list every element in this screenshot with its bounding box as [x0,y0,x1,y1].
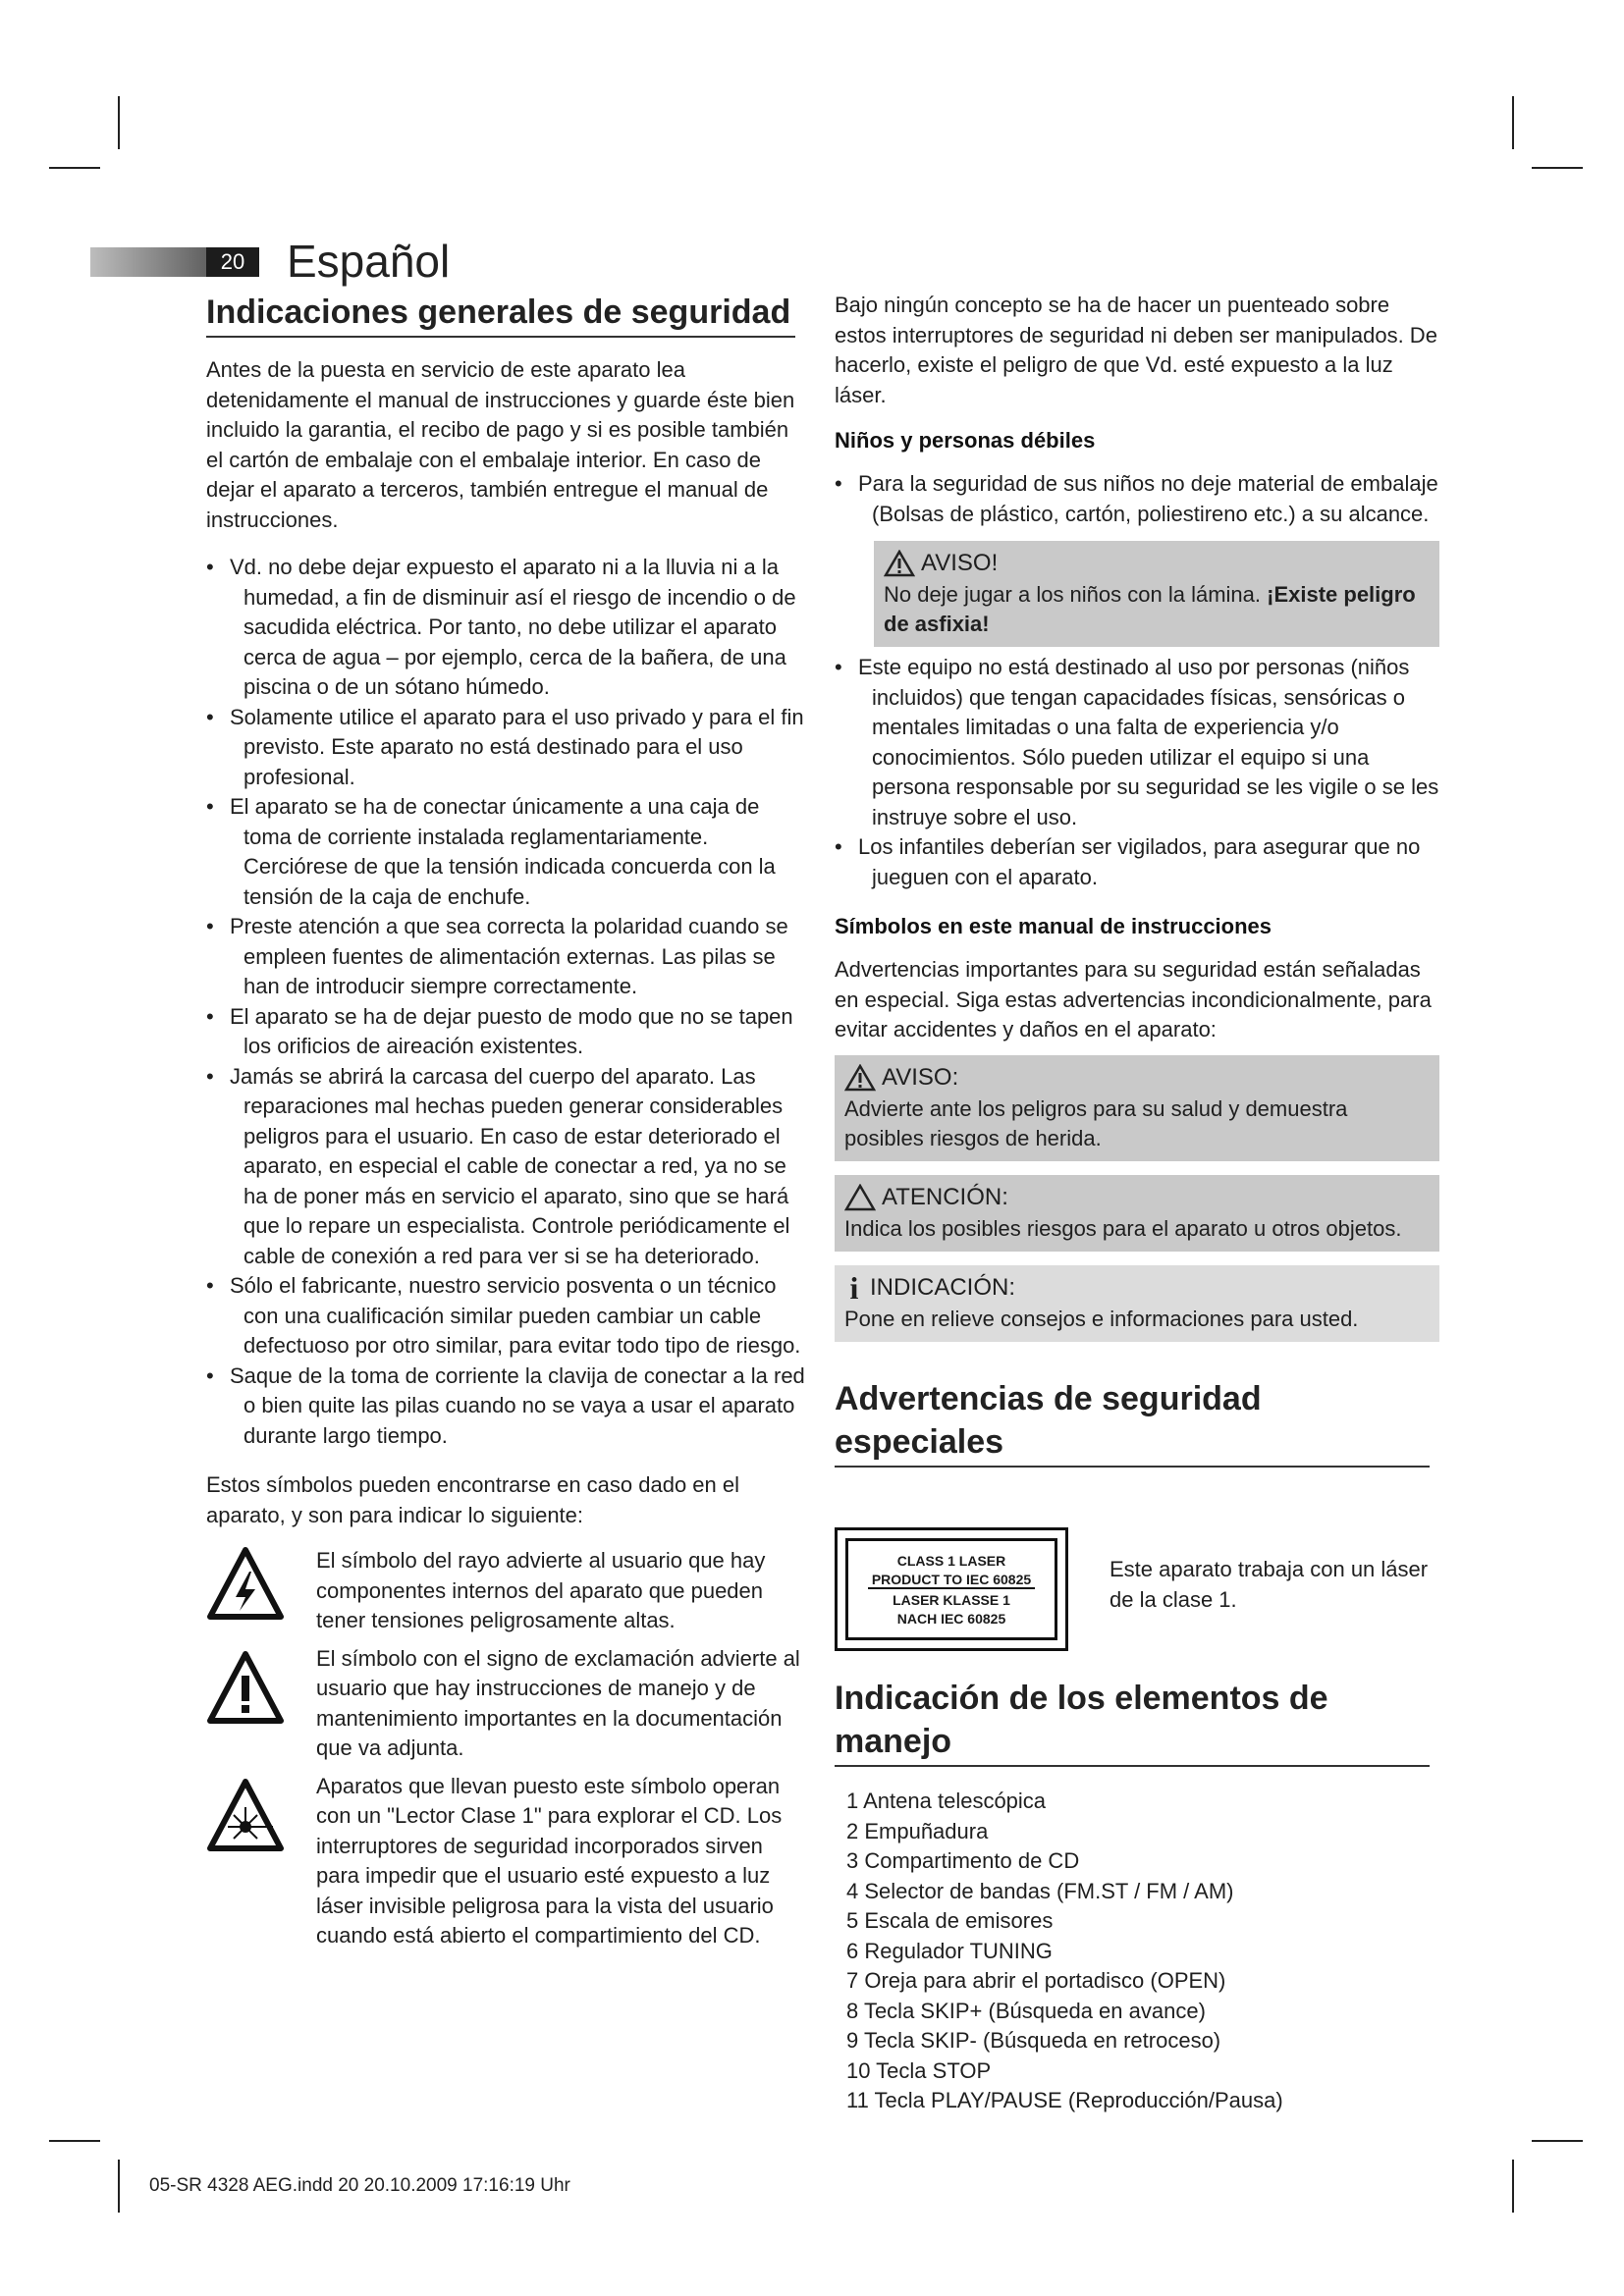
section-title-special-safety: Advertencias de seguridad especiales [835,1377,1430,1468]
notice-title: ATENCIÓN: [882,1183,1008,1210]
list-item: • El aparato se ha de dejar puesto de modo que no se tapen los orificios de aireación existentes. [206,1002,811,1062]
notice-body-emphasis: ¡Existe peligro de asfixia! [884,582,1416,636]
list-item: 7 Oreja para abrir el portadisco (OPEN) [846,1968,1226,1993]
print-footer: 05-SR 4328 AEG.indd 20 20.10.2009 17:16:19 Uhr [149,2175,570,2196]
children-title: Niños y personas débiles [835,428,1096,453]
notice-body: Indica los posibles riesgos para el aparato u otros objetos. [844,1215,1402,1241]
crop-mark [1512,2160,1514,2213]
symbols-manual-title: Símbolos en este manual de instrucciones [835,914,1272,938]
list-item: 11 Tecla PLAY/PAUSE (Reproducción/Pausa) [846,2088,1283,2112]
section-title-controls: Indicación de los elementos de manejo [835,1677,1430,1767]
warning-triangle-icon [844,1064,876,1092]
list-item: 8 Tecla SKIP+ (Búsqueda en avance) [846,1998,1206,2023]
crop-mark [1532,167,1583,169]
list-item: • Saque de la toma de corriente la clavija de conectar a la red o bien quite las pilas cuando no se vaya a usar el aparato durante largo tiempo. [206,1362,811,1452]
symbol-text: Aparatos que llevan puesto este símbolo operan con un "Lector Clase 1" para explorar el CD. Los interruptores de seguridad incorporados sirven para impedir que el usuario esté expuesto a luz láser invisible peligrosa para la vista del usuario cuando está abierto el compartimiento del CD. [316,1773,783,1948]
list-item: • Los infantiles deberían ser vigilados, para asegurar que no jueguen con el aparato. [835,832,1443,892]
intro-paragraph: Antes de la puesta en servicio de este aparato lea detenidamente el manual de instrucciones y guarde éste bien incluido la garantia, el recibo de pago y si es posible también el cartón de embalaje con el embalaje interior. En caso de dejar el aparato a terceros, también entregue el manual de instrucciones. [206,357,795,532]
controls-list [835,1787,1443,2116]
crop-mark [49,167,100,169]
page-title: Español [287,236,451,287]
notice-aviso [835,1055,1439,1161]
list-item: 3 Compartimento de CD [846,1848,1080,1873]
right-column [835,291,1443,1468]
warning-triangle-icon [884,550,915,577]
crop-mark [118,96,120,149]
symbols-manual-paragraph: Advertencias importantes para su seguridad están señaladas en especial. Siga estas advertencias incondicionalmente, para evitar accidentes y daños en el aparato: [835,957,1432,1041]
symbols-intro: Estos símbolos pueden encontrarse en caso dado en el aparato, y son para indicar lo siguiente: [206,1472,740,1527]
controls-section [835,1677,1443,2116]
list-item: • Este equipo no está destinado al uso por personas (niños incluidos) que tengan capacidades físicas, sensóricas o mentales limitadas o una falta de experiencia y/o conocimientos. Sólo pueden utilizar el equipo si una persona responsable por su seguridad se les vigile o se les instruye sobre el uso. [835,653,1443,832]
notice-title: INDICACIÓN: [870,1273,1016,1301]
symbol-row-exclamation [206,1644,811,1764]
notice-atencion [835,1175,1439,1252]
symbol-row-laser [206,1772,811,1951]
list-item: 9 Tecla SKIP- (Búsqueda en retroceso) [846,2028,1221,2053]
notice-body: Advierte ante los peligros para su salud y demuestra posibles riesgos de herida. [844,1095,1348,1150]
laser-label-line: NACH IEC 60825 [896,1610,1006,1627]
list-item: • Jamás se abrirá la carcasa del cuerpo del aparato. Las reparaciones mal hechas pueden generar considerables peligros para el usuario. En caso de estar deteriorado el aparato, en especial el cable de conectar a red, ya no se ha de poner más en servicio el aparato, sino que se hará que lo repare un especialista. Controle periódicamente el cable de conexión a red para ver si se ha deteriorado. [206,1062,811,1272]
warning-notice-children [874,541,1439,647]
notice-body: No deje jugar a los niños con la lámina. [884,582,1268,607]
list-item: • El aparato se ha de conectar únicamente a una caja de toma de corriente instalada reglamentariamente. Cerciórese de que la tensión indicada concuerda con la tensión de la caja de enchufe. [206,792,811,912]
notice-indicacion [835,1265,1439,1342]
list-item: 10 Tecla STOP [846,2057,992,2083]
section-title-general-safety: Indicaciones generales de seguridad [206,291,795,338]
left-column [206,291,811,1951]
list-item: • Sólo el fabricante, nuestro servicio posventa o un técnico con una cualificación similar pueden cambiar un cable defectuoso por otro similar, para evitar todo tipo de riesgo. [206,1271,811,1362]
caution-triangle-icon [844,1184,876,1211]
laser-label-line: LASER KLASSE 1 [893,1591,1010,1608]
notice-title: AVISO: [882,1063,959,1091]
page-number: 20 [206,247,259,277]
list-item: • Preste atención a que sea correcta la polaridad cuando se empleen fuentes de alimentación externas. Las pilas se han de introducir siempre correctamente. [206,912,811,1002]
symbol-text: El símbolo con el signo de exclamación advierte al usuario que hay instrucciones de manejo y de mantenimiento importantes en la documentación que va adjunta. [316,1645,800,1760]
laser-class-label [835,1527,1068,1651]
safety-bullet-list [206,553,811,1451]
list-item: • Para la seguridad de sus niños no deje material de embalaje (Bolsas de plástico, cartón, poliestireno etc.) a su alcance. [835,469,1443,529]
list-item: 5 Escala de emisores [846,1908,1054,1933]
exclamation-warning-icon [206,1644,285,1734]
crop-mark [49,2140,100,2142]
crop-mark [1532,2140,1583,2142]
list-item: 6 Regulador TUNING [846,1938,1053,1963]
notice-body: Pone en relieve consejos e informaciones para usted. [844,1306,1359,1331]
children-bullet-list-2 [835,653,1443,892]
list-item: 4 Selector de bandas (FM.ST / FM / AM) [846,1878,1234,1903]
list-item: • Vd. no debe dejar expuesto el aparato ni a la lluvia ni a la humedad, a fin de disminuir así el riesgo de incendio o de sacudida eléctrica. Por tanto, no debe utilizar el aparato cerca de agua – por ejemplo, cerca de la bañera, de una piscina o de un sótano húmedo. [206,553,811,703]
crop-mark [118,2160,120,2213]
list-item: 1 Antena telescópica [846,1789,1047,1813]
lightning-warning-icon [206,1546,285,1629]
symbol-row-lightning [206,1546,811,1636]
laser-label-line: PRODUCT TO IEC 60825 [868,1572,1035,1589]
laser-warning-icon [206,1772,285,1861]
laser-text: Este aparato trabaja con un láser de la clase 1. [1110,1557,1429,1612]
symbol-text: El símbolo del rayo advierte al usuario que hay componentes internos del aparato que pueden tener tensiones peligrosamente altas. [316,1548,766,1632]
list-item: • Solamente utilice el aparato para el uso privado y para el fin previsto. Este aparato no está destinado para el uso profesional. [206,703,811,793]
list-item: 2 Empuñadura [846,1818,989,1843]
laser-label-line: CLASS 1 LASER [896,1552,1006,1569]
crop-mark [1512,96,1514,149]
info-icon: i [849,1269,859,1306]
children-bullet-list [835,469,1443,529]
notice-title: AVISO! [921,550,999,576]
bridge-paragraph: Bajo ningún concepto se ha de hacer un puenteado sobre estos interruptores de seguridad ni deben ser manipulados. De hacerlo, existe el peligro de que Vd. esté expuesto a la luz láser. [835,293,1437,407]
